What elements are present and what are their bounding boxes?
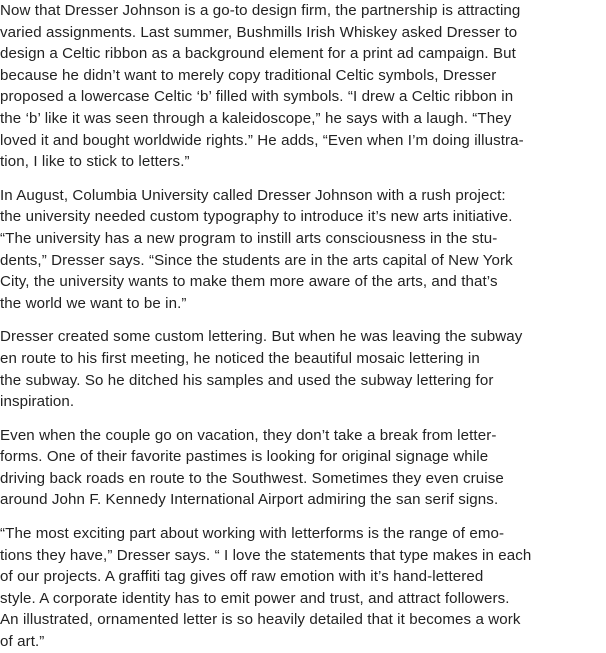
text-line: proposed a lowercase Celtic ‘b’ filled with symbols. “I drew a Celtic ribbon in xyxy=(0,88,514,106)
text-line: “The university has a new program to instill arts consciousness in the stu- xyxy=(0,229,498,247)
text-line: the university needed custom typography to introduce it’s new arts initiative. xyxy=(0,208,513,226)
text-line: the world we want to be in.” xyxy=(0,294,187,312)
text-line: Dresser created some custom lettering. But when he was leaving the subway xyxy=(0,328,523,346)
text-line: inspiration. xyxy=(0,393,75,411)
text-line: tion, I like to stick to letters.” xyxy=(0,153,190,171)
text-line: Even when the couple go on vacation, they don’t take a break from letter- xyxy=(0,426,497,444)
text-line: the subway. So he ditched his samples and used the subway lettering for xyxy=(0,371,494,389)
text-line: driving back roads en route to the Southwest. Sometimes they even cruise xyxy=(0,469,504,487)
text-line: City, the university wants to make them more aware of the arts, and that’s xyxy=(0,273,498,291)
text-line: around John F. Kennedy International Airport admiring the san serif signs. xyxy=(0,491,499,509)
text-line: loved it and bought worldwide rights.” He adds, “Even when I’m doing illustra- xyxy=(0,131,524,149)
text-line: dents,” Dresser says. “Since the students are in the arts capital of New York xyxy=(0,251,513,269)
paragraph-bushmills xyxy=(0,0,606,173)
text-line: forms. One of their favorite pastimes is looking for original signage while xyxy=(0,448,489,466)
paragraph-letterforms-quote xyxy=(0,523,606,653)
paragraph-subway xyxy=(0,326,606,412)
text-line: style. A corporate identity has to emit power and trust, and attract followers. xyxy=(0,589,510,607)
text-line: because he didn’t want to merely copy traditional Celtic symbols, Dresser xyxy=(0,66,497,84)
text-line: tions they have,” Dresser says. “ I love the statements that type makes in each xyxy=(0,546,532,564)
text-line: design a Celtic ribbon as a background element for a print ad campaign. But xyxy=(0,45,516,63)
text-line: of our projects. A graffiti tag gives off raw emotion with it’s hand-lettered xyxy=(0,568,484,586)
text-line: varied assignments. Last summer, Bushmills Irish Whiskey asked Dresser to xyxy=(0,23,518,41)
text-line: en route to his first meeting, he noticed the beautiful mosaic lettering in xyxy=(0,349,480,367)
paragraph-vacation xyxy=(0,425,606,511)
text-line: “The most exciting part about working with letterforms is the range of emo- xyxy=(0,525,505,543)
text-line: An illustrated, ornamented letter is so heavily detailed that it becomes a work xyxy=(0,611,521,629)
text-line: In August, Columbia University called Dresser Johnson with a rush project: xyxy=(0,186,506,204)
text-line: Now that Dresser Johnson is a go-to design firm, the partnership is attracting xyxy=(0,2,521,19)
text-line: the ‘b’ like it was seen through a kaleidoscope,” he says with a laugh. “They xyxy=(0,109,512,127)
text-line: of art.” xyxy=(0,633,45,651)
paragraph-columbia xyxy=(0,185,606,315)
